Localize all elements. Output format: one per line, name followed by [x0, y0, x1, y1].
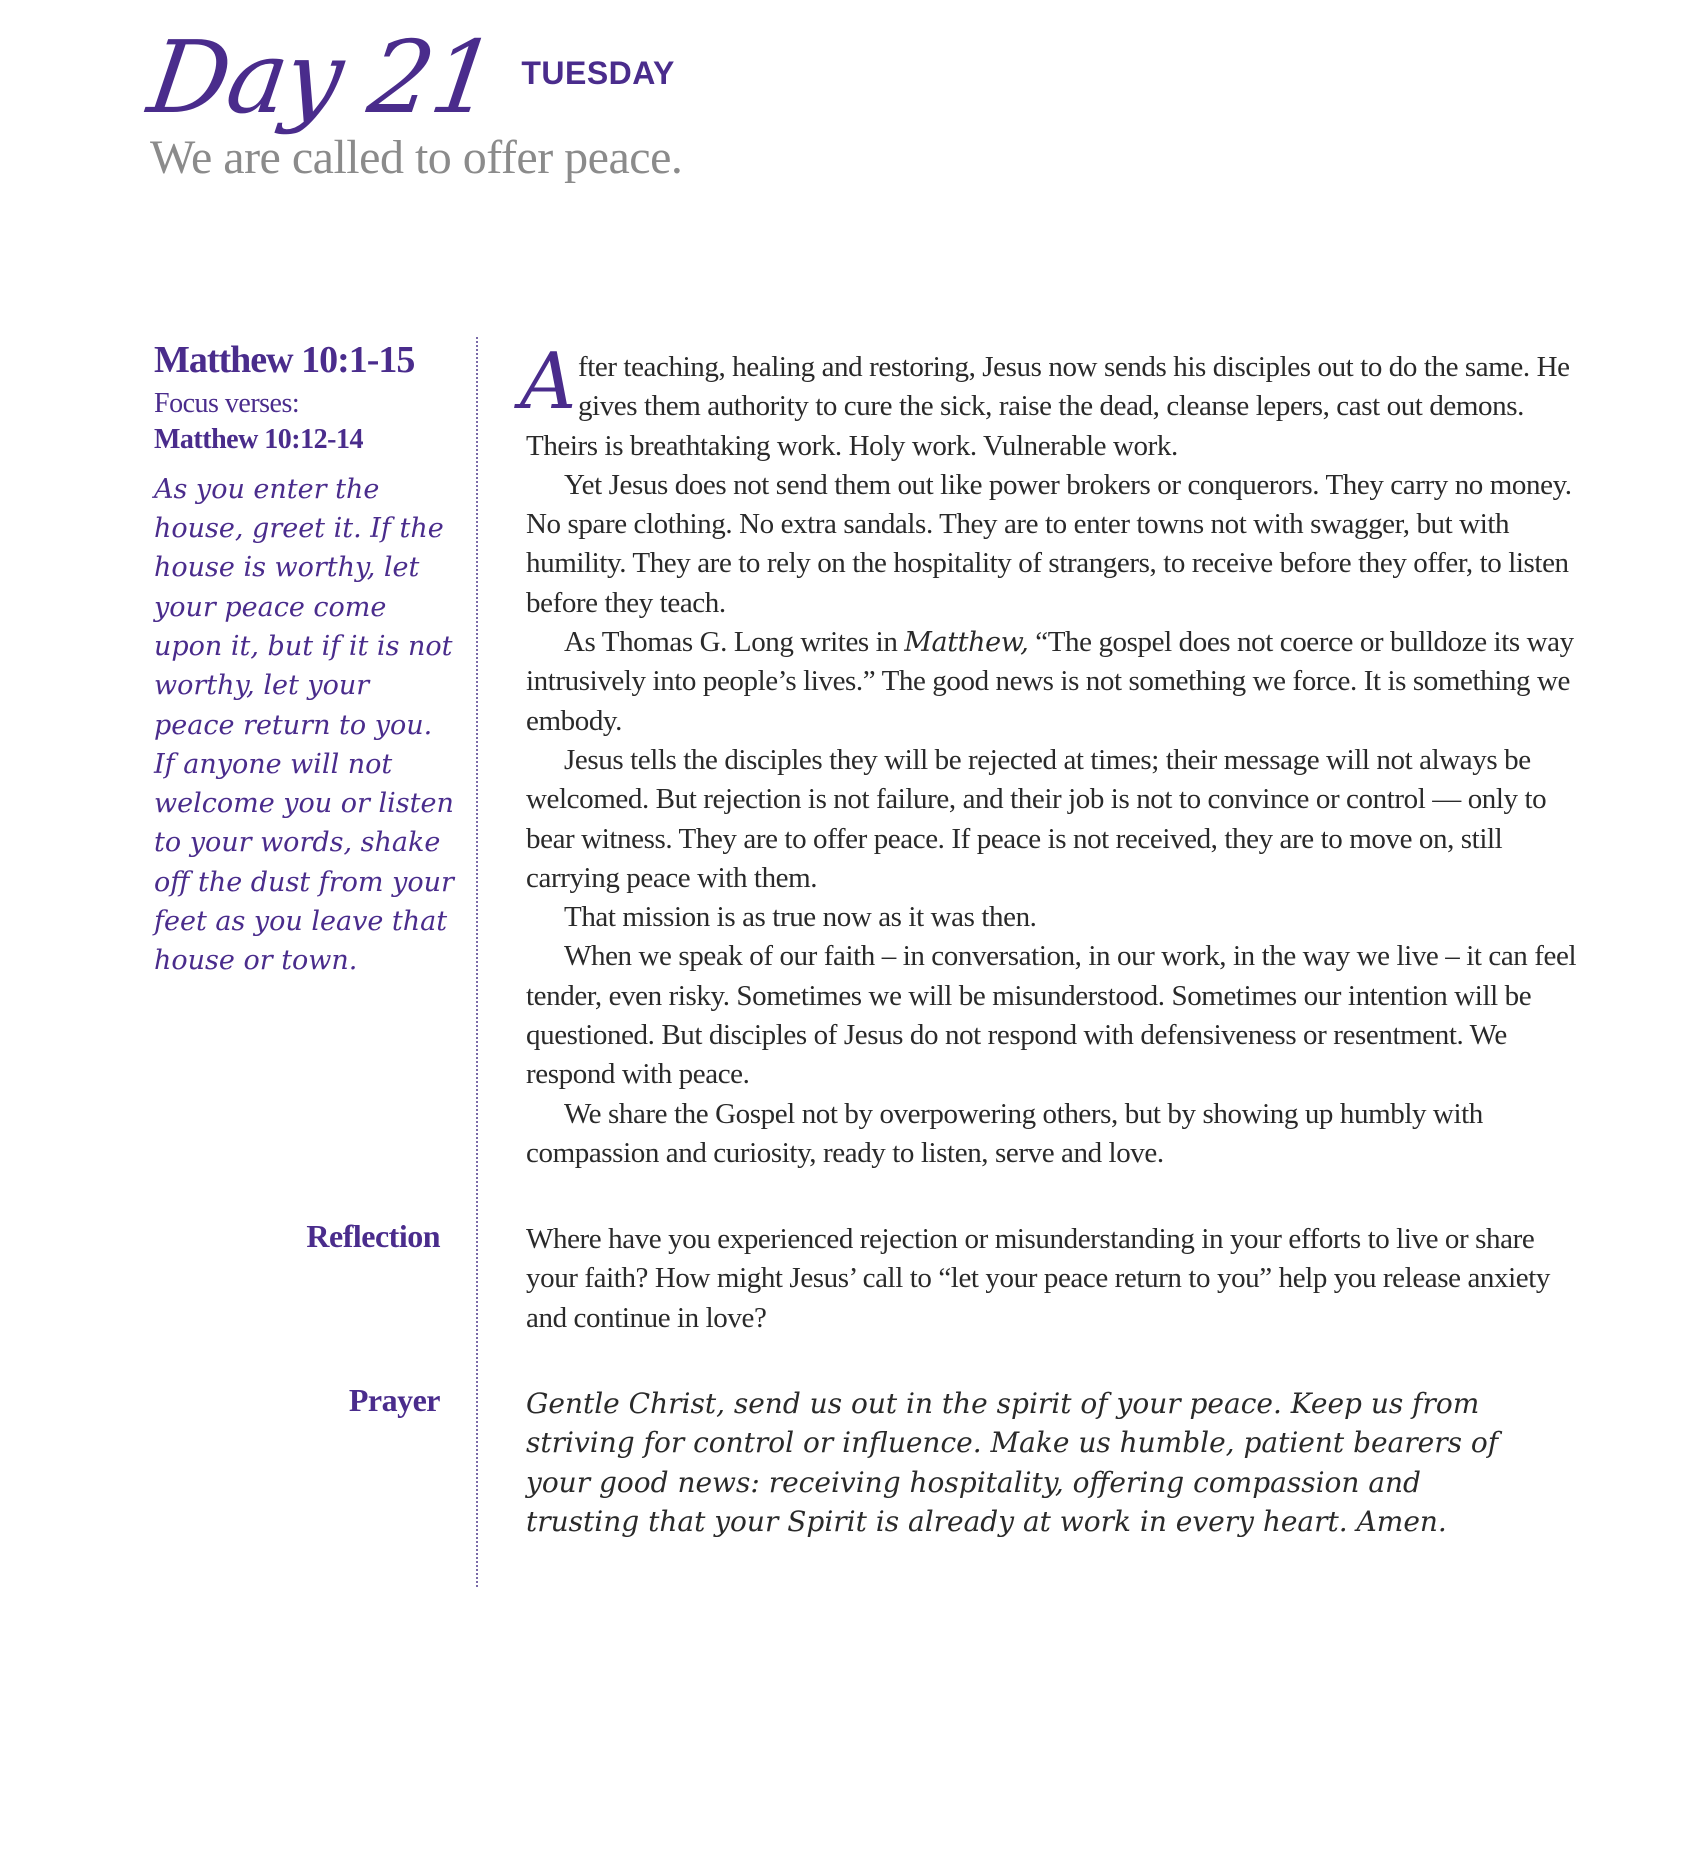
- page-header: [141, 19, 683, 185]
- body-paragraph: [520, 337, 1586, 466]
- body-paragraph: [526, 623, 1586, 741]
- reflection-text: Where have you experienced rejection or misunderstanding in your efforts to live or share your faith? How might Jesus’ call to “let your peace return to you” help you release anxiety and continue in love?: [526, 1223, 1551, 1334]
- day-heading: [141, 19, 682, 136]
- scripture-sidebar: [154, 340, 454, 981]
- paragraph-text: fter teaching, healing and restoring, Jesus now sends his disciples out to do the same. He gives them authority to cure the sick, raise the dead, cleanse lepers, cast out demons. Theirs is breathtaking work. Holy work. Vulnerable work.: [526, 351, 1570, 462]
- paragraph-text: “The gospel does not coerce or bulldoze its way intrusively into people’s lives.” The good news is not something we force. It is something we embody.: [526, 626, 1574, 737]
- day-number: Day 21: [141, 19, 502, 136]
- focus-verses-reference: Matthew 10:12-14: [154, 423, 363, 455]
- prayer-text: Gentle Christ, send us out in the spirit of your peace. Keep us from striving for control or influence. Make us humble, patient bearers of your good news: receiving hospitality, offering compassion and trusting that your Spirit is already at work in every heart. Amen.: [526, 1387, 1499, 1538]
- body-paragraph: When we speak of our faith – in conversation, in our work, in the way we live – it can feel tender, even risky. Sometimes we will be misunderstood. Sometimes our intention will be questioned. But disciples of Jesus do not respond with defensiveness or resentment. We respond with peace.: [526, 940, 1577, 1091]
- body-paragraph: We share the Gospel not by overpowering others, but by showing up humbly with compassion and curiosity, ready to listen, serve and love.: [526, 1097, 1483, 1169]
- weekday-label: TUESDAY: [521, 55, 675, 91]
- dotted-divider: [476, 337, 478, 1587]
- book-title: Matthew,: [904, 627, 1029, 659]
- focus-verses-text: As you enter the house, greet it. If the house is worthy, let your peace come upon it, but if it is not worthy, let your peace return to you. If anyone will not welcome you or listen to your words, shake off the dust from your feet as you leave that house or town.: [154, 473, 454, 977]
- devotional-body: [520, 337, 1586, 1173]
- reflection-label: Reflection: [306, 1218, 440, 1254]
- paragraph-text: As Thomas G. Long writes in: [564, 626, 905, 659]
- prayer-label: Prayer: [348, 1382, 440, 1418]
- focus-verses-label: Focus verses:: [154, 387, 300, 419]
- body-paragraph: Jesus tells the disciples they will be rejected at times; their message will not always be welcomed. But rejection is not failure, and their job is not to convince or control — only to bear witness. They are to offer peace. If peace is not received, they are to move on, still carrying peace with them.: [526, 743, 1547, 894]
- drop-cap: A: [520, 337, 576, 427]
- body-paragraph: Yet Jesus does not send them out like power brokers or conquerors. They carry no money. No spare clothing. No extra sandals. They are to enter towns not with swagger, but with humility. They are to rely on the hospitality of strangers, to receive before they offer, to listen before they teach.: [526, 468, 1572, 619]
- body-paragraph: That mission is as true now as it was then.: [564, 901, 1037, 934]
- scripture-passage: Matthew 10:1-15: [154, 339, 415, 381]
- day-theme: We are called to offer peace.: [150, 131, 683, 184]
